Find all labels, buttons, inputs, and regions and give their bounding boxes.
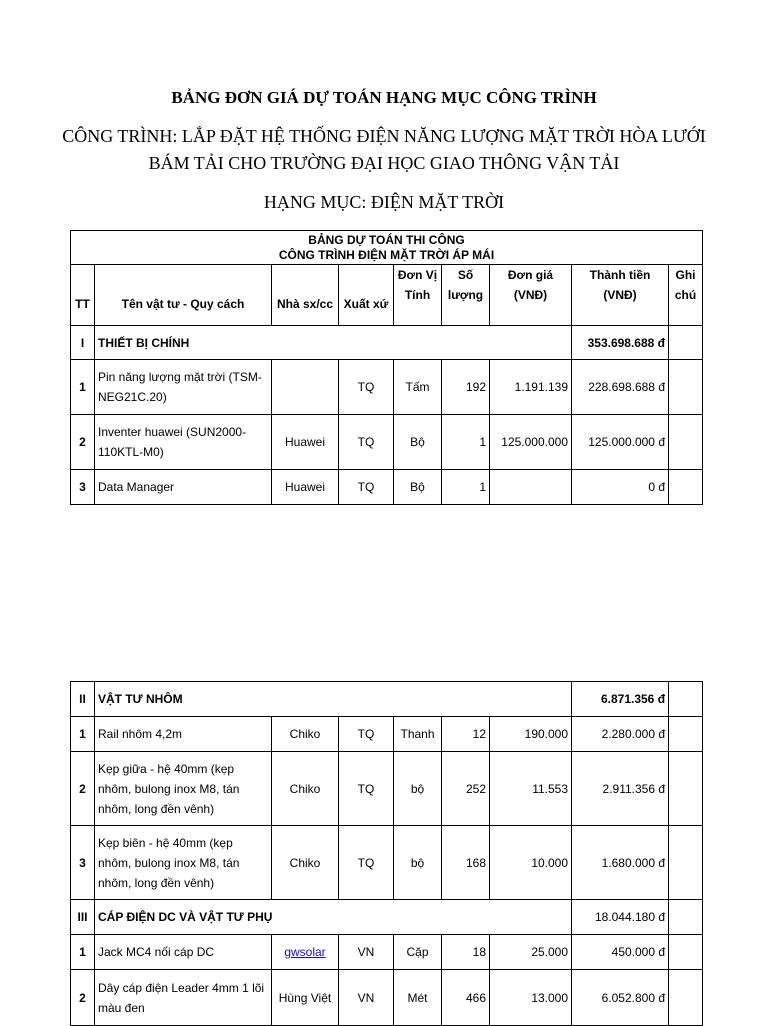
section-row-3: III CÁP ĐIỆN DC VÀ VẬT TƯ PHỤ 18.044.180 đ <box>71 900 703 935</box>
table-row: 2 Dây cáp điện Leader 4mm 1 lõi màu đen Hùng Việt VN Mét 466 13.000 6.052.800 đ <box>71 970 703 1026</box>
table-title-line-2: CÔNG TRÌNH ĐIỆN MẶT TRỜI ÁP MÁI <box>278 248 495 262</box>
project-line-2: BÁM TẢI CHO TRƯỜNG ĐẠI HỌC GIAO THÔNG VẬN TẢI <box>148 153 620 173</box>
section-total: 6.871.356 đ <box>572 682 669 717</box>
col-header-total: Thành tiền (VNĐ) <box>572 265 669 326</box>
col-header-maker: Nhà sx/cc <box>272 265 339 326</box>
section-total: 353.698.688 đ <box>572 326 669 360</box>
col-header-unit: Đơn Vị Tính <box>394 265 442 326</box>
maker-link[interactable]: gwsolar <box>284 945 326 959</box>
column-header-row <box>71 265 703 326</box>
table-row: 2 Inventer huawei (SUN2000-110KTL-M0) Huawei TQ Bộ 1 125.000.000 125.000.000 đ <box>71 415 703 470</box>
section-name: VẬT TƯ NHÔM <box>95 682 572 717</box>
col-header-price: Đơn giá (VNĐ) <box>490 265 572 326</box>
section-total: 18.044.180 đ <box>572 900 669 935</box>
table-row: 2 Kẹp giữa - hệ 40mm (kẹp nhôm, bulong inox M8, tán nhôm, long đền vênh) Chiko TQ bộ 252 11.553 2.911.356 đ <box>71 752 703 826</box>
section-row-1: I THIẾT BỊ CHÍNH 353.698.688 đ <box>71 326 703 360</box>
table-row: 1 Rail nhôm 4,2m Chiko TQ Thanh 12 190.000 2.280.000 đ <box>71 717 703 752</box>
section-name: CÁP ĐIỆN DC VÀ VẬT TƯ PHỤ <box>95 900 572 935</box>
table-row: 1 Jack MC4 nối cáp DC gwsolar VN Cặp 18 25.000 450.000 đ <box>71 935 703 970</box>
table-row: 3 Kẹp biên - hệ 40mm (kẹp nhôm, bulong inox M8, tán nhôm, long đền vênh) Chiko TQ bộ 168 10.000 1.680.000 đ <box>71 826 703 900</box>
col-header-name: Tên vật tư - Quy cách <box>95 265 272 326</box>
col-header-tt: TT <box>71 265 95 326</box>
table-row: 1 Pin năng lượng mặt trời (TSM-NEG21C.20) TQ Tấm 192 1.191.139 228.698.688 đ <box>71 360 703 415</box>
estimate-table-part-1 <box>70 230 703 505</box>
table-title-line-1: BẢNG DỰ TOÁN THI CÔNG <box>308 233 465 247</box>
col-header-origin: Xuất xứ <box>339 265 394 326</box>
document-title: BẢNG ĐƠN GIÁ DỰ TOÁN HẠNG MỤC CÔNG TRÌNH <box>171 88 597 107</box>
table-title-row <box>71 231 703 265</box>
estimate-table-part-2 <box>70 681 703 1026</box>
project-line-1: CÔNG TRÌNH: LẮP ĐẶT HỆ THỐNG ĐIỆN NĂNG LƯỢNG MẶT TRỜI HÒA LƯỚI <box>62 126 706 146</box>
category-title: HẠNG MỤC: ĐIỆN MẶT TRỜI <box>263 192 505 212</box>
section-name: THIẾT BỊ CHÍNH <box>95 326 572 360</box>
section-row-2: II VẬT TƯ NHÔM 6.871.356 đ <box>71 682 703 717</box>
table-row: 3 Data Manager Huawei TQ Bộ 1 0 đ <box>71 470 703 505</box>
col-header-qty: Số lượng <box>442 265 490 326</box>
col-header-note: Ghi chú <box>669 265 703 326</box>
